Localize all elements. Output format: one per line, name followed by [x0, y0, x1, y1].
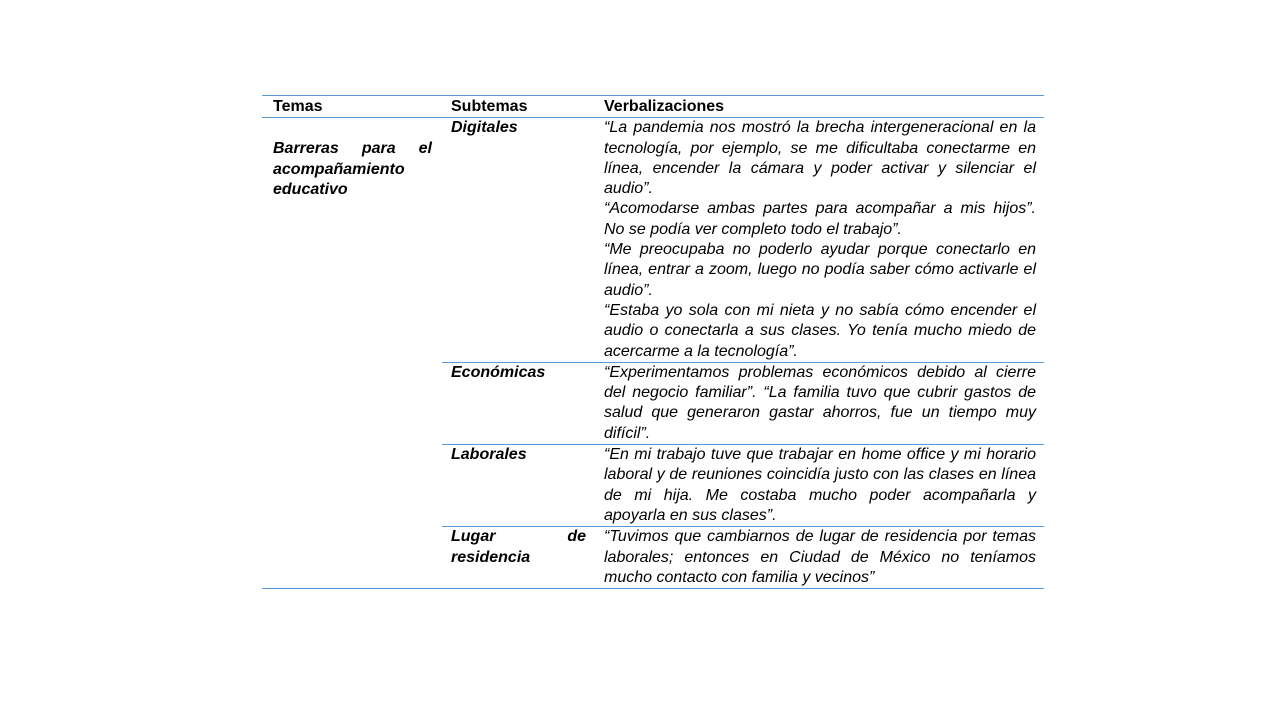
verbalizacion-cell: [595, 118, 1044, 363]
verbalizacion-cell: [595, 445, 1044, 527]
subtema-cell: [442, 362, 595, 444]
subtema-label: Lugar de residencia: [451, 528, 586, 566]
quote: “Me preocupaba no poderlo ayudar porque conectarlo en línea, entrar a zoom, luego no podía saber cómo activarle el audio”.: [604, 241, 1036, 299]
quote: “La pandemia nos mostró la brecha intergeneracional en la tecnología, por ejemplo, se me dificultaba conectarme en línea, encender la cámara y poder activar y silenciar el audio”.: [604, 119, 1036, 198]
subtema-label: Laborales: [451, 446, 527, 464]
quote: “Estaba yo sola con mi nieta y no sabía cómo encender el audio o conectarla a sus clases. Yo tenía mucho miedo de acercarme a la tecnología”.: [604, 301, 1036, 360]
subtema-cell: [442, 118, 595, 363]
header-subtemas: Subtemas: [442, 96, 595, 118]
subtema-cell: [442, 527, 595, 589]
themes-table: [262, 95, 1044, 589]
subtema-label: Económicas: [451, 363, 546, 381]
tema-cell: [262, 118, 442, 589]
verbalizacion-cell: [595, 362, 1044, 444]
verbalizacion-cell: [595, 527, 1044, 589]
subtema-cell: [442, 445, 595, 527]
quote: “Acomodarse ambas partes para acompañar a mis hijos”. No se podía ver completo todo el trabajo”.: [604, 200, 1036, 238]
subtema-label: Digitales: [451, 119, 518, 137]
table-header-row: [262, 96, 1044, 118]
header-verbalizaciones: Verbalizaciones: [595, 96, 1044, 118]
quote: “En mi trabajo tuve que trabajar en home office y mi horario laboral y de reuniones coincidía justo con las clases en línea de mi hija. Me costaba mucho poder acompañarla y apoyarla en sus clases”.: [604, 446, 1036, 524]
quote: “Tuvimos que cambiarnos de lugar de residencia por temas laborales; entonces en Ciudad de México no teníamos mucho contacto con familia y vecinos”: [604, 528, 1036, 586]
quote: “Experimentamos problemas económicos debido al cierre del negocio familiar”. “La familia tuvo que cubrir gastos de salud que generaron gastar ahorros, fue un tiempo muy difícil”.: [604, 363, 1036, 442]
tema-label: Barreras para el acompañamiento educativo: [273, 140, 432, 198]
table-row-digitales: [262, 118, 1044, 363]
header-temas: Temas: [262, 96, 442, 118]
